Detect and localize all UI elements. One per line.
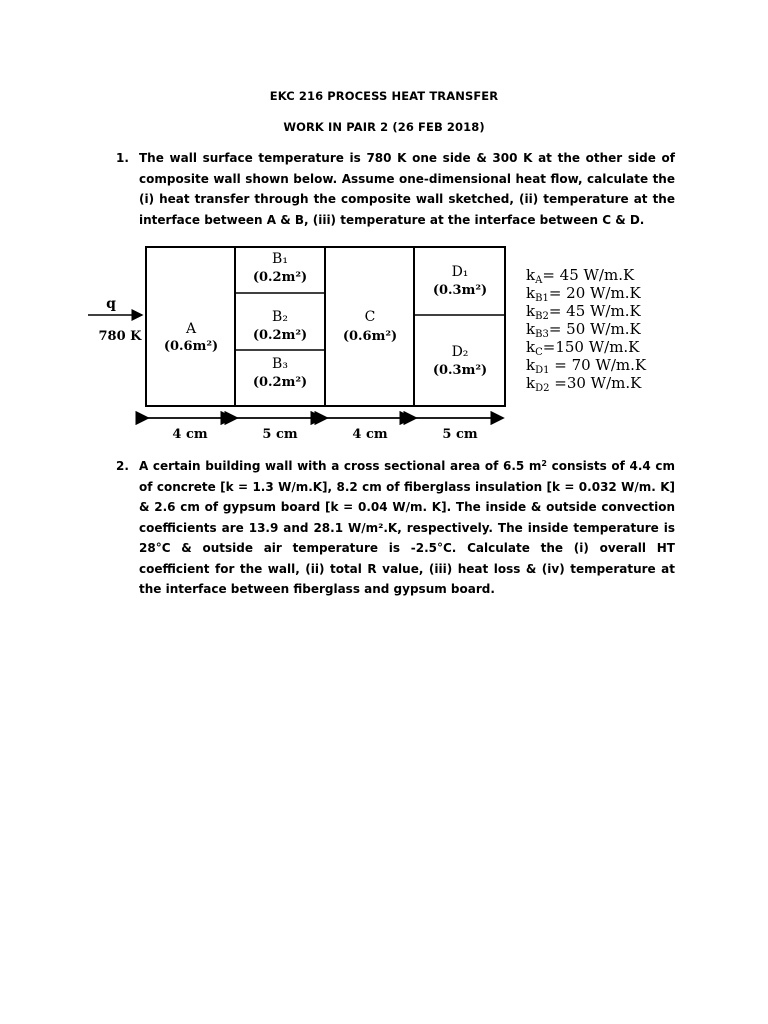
document-title: EKC 216 PROCESS HEAT TRANSFER xyxy=(269,89,499,103)
layer-d1-name: D₁ xyxy=(451,264,469,280)
layer-b1-name: B₁ xyxy=(272,251,288,267)
question-2-text-part-2: consists of 4.4 cm of concrete [k = 1.3 W/m.K], 8.2 cm of fiberglass insulation [k = 0.032 W/m. K] & 2.6 cm of gypsum board [k = 0.04 W/m. K]. The inside & outside convection coefficients are 13.9 and 28.1 W/m².K, respectively. The inside temperature is 28°C & outside air temperature is -2.5°C. Calculate the (i) overall HT coefficient for the wall, (ii) total R value, (iii) heat loss & (iv) temperature at the interface between fiberglass and gypsum board. xyxy=(139,459,675,596)
conductivity-kc: $k_C=150$ W/m.K xyxy=(526,338,640,358)
heat-flux-label: q xyxy=(106,296,116,312)
width-label-b: 5 cm xyxy=(262,427,298,442)
area-exponent: 2 xyxy=(541,459,547,468)
conductivity-kb2: $k_{B2}= 45$ W/m.K xyxy=(526,302,641,322)
layer-a-area: (0.6m²) xyxy=(163,339,219,354)
layer-d2-name: D₂ xyxy=(451,344,469,360)
layer-b2-name: B₂ xyxy=(272,309,288,325)
conductivity-kd1: $k_{D1} = 70$ W/m.K xyxy=(526,356,647,376)
width-label-d: 5 cm xyxy=(442,427,478,442)
layer-d1-area: (0.3m²) xyxy=(432,283,488,298)
layer-b2-area: (0.2m²) xyxy=(252,328,308,343)
layer-c-area: (0.6m²) xyxy=(342,329,398,344)
document-subtitle: WORK IN PAIR 2 (26 FEB 2018) xyxy=(283,120,485,134)
question-2-number: 2. xyxy=(116,459,129,473)
layer-b3-area: (0.2m²) xyxy=(252,375,308,390)
conductivity-kd2: $k_{D2} =30$ W/m.K xyxy=(526,374,642,394)
conductivity-list xyxy=(526,266,647,394)
layer-c-name: C xyxy=(364,309,376,325)
surface-temperature-label: 780 K xyxy=(98,329,142,344)
layer-b3-name: B₃ xyxy=(272,356,288,372)
layer-d2-area: (0.3m²) xyxy=(432,363,488,378)
layer-a-name: A xyxy=(185,321,197,337)
question-2-text xyxy=(139,456,675,600)
question-1-number: 1. xyxy=(116,151,129,165)
conductivity-kb1: $k_{B1}= 20$ W/m.K xyxy=(526,284,641,304)
width-label-c: 4 cm xyxy=(352,427,388,442)
conductivity-kb3: $k_{B3}= 50$ W/m.K xyxy=(526,320,641,340)
question-2-text-part-1: A certain building wall with a cross sectional area of 6.5 m xyxy=(139,459,542,473)
width-label-a: 4 cm xyxy=(172,427,208,442)
layer-b1-area: (0.2m²) xyxy=(252,270,308,285)
conductivity-ka: $k_A= 45$ W/m.K xyxy=(526,266,635,286)
question-1-text: The wall surface temperature is 780 K one side & 300 K at the other side of composite wall shown below. Assume one-dimensional heat flow, calculate the (i) heat transfer through the composite wall sketched, (ii) temperature at the interface between A & B, (iii) temperature at the interface between C & D. xyxy=(139,151,675,227)
composite-wall-figure xyxy=(80,238,680,448)
